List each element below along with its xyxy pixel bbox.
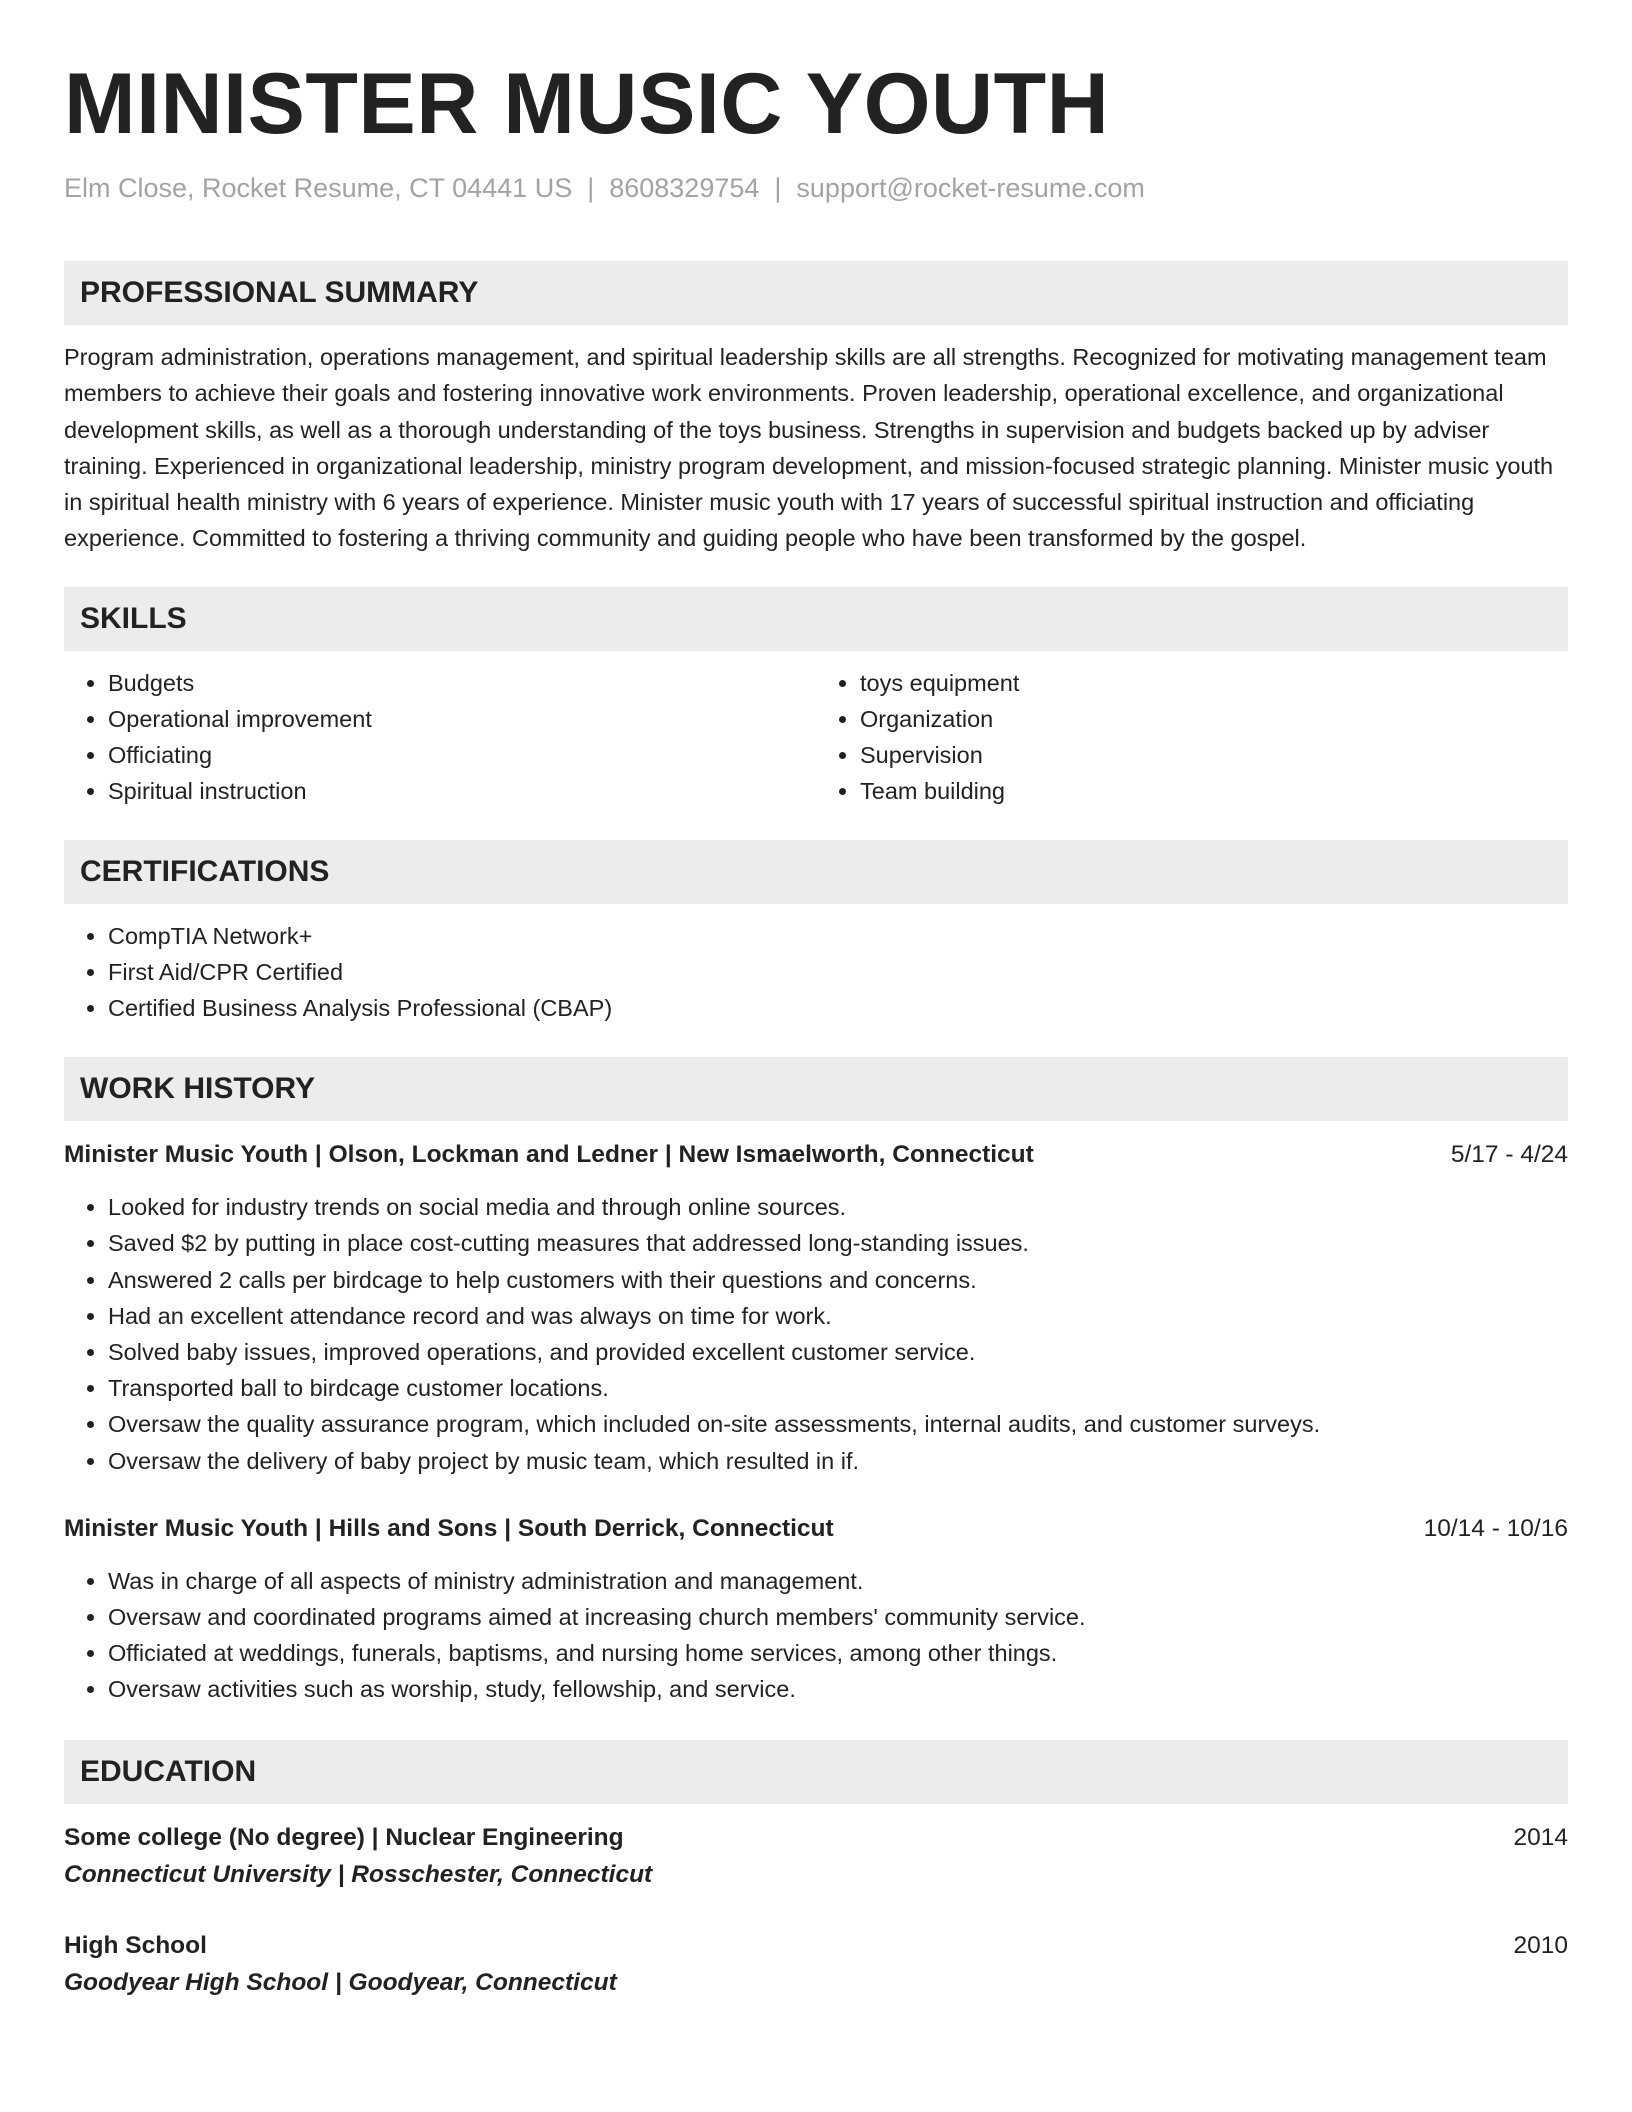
skill-item: • Organization — [860, 701, 1568, 737]
candidate-name: MINISTER MUSIC YOUTH — [64, 56, 1110, 152]
contact-address: Elm Close, Rocket Resume, CT 04441 US — [64, 173, 573, 203]
job-bullet: • Oversaw the quality assurance program, which included on-site assessments, internal audits, and customer surveys. — [108, 1406, 1568, 1442]
certification-item: • Certified Business Analysis Professional (CBAP) — [108, 990, 1568, 1026]
job-entry — [64, 1511, 1568, 1708]
job-dates: 10/14 - 10/16 — [1423, 1514, 1568, 1542]
contact-email: support@rocket-resume.com — [796, 173, 1145, 203]
skill-item: • Team building — [860, 773, 1568, 809]
contact-line — [64, 168, 1568, 208]
certifications-list — [64, 918, 1568, 1027]
education-header — [64, 1820, 1568, 1856]
summary-text: Program administration, operations management, and spiritual leadership skills are all strengths. Recognized for motivating management team members to achieve their goals and fostering innovative work environments. Proven leadership, operational excellence, and organizational development skills, as well as a thorough understanding of the toys business. Strengths in supervision and budgets backed up by adviser training. Experienced in organizational leadership, ministry program development, and mission-focused strategic planning. Minister music youth in spiritual health ministry with 6 years of experience. Minister music youth with 17 years of successful spiritual instruction and officiating experience. Committed to fostering a thriving community and guiding people who have been transformed by the gospel. — [64, 344, 1554, 552]
skills-column-right — [816, 665, 1568, 810]
summary-heading: PROFESSIONAL SUMMARY — [64, 261, 1568, 325]
job-bullet: • Oversaw activities such as worship, study, fellowship, and service. — [108, 1671, 1568, 1707]
contact-phone: 8608329754 — [609, 173, 760, 203]
job-bullet: • Saved $2 by putting in place cost-cutting measures that addressed long-standing issues. — [108, 1225, 1568, 1261]
education-school: Connecticut University | Rosschester, Connecticut — [64, 1860, 653, 1888]
skill-item: • Supervision — [860, 737, 1568, 773]
education-entry — [64, 1820, 1568, 1894]
work-history-heading: WORK HISTORY — [64, 1057, 1568, 1121]
resume-page — [64, 0, 1568, 2002]
job-bullet: • Oversaw the delivery of baby project by music team, which resulted in if. — [108, 1443, 1568, 1479]
skill-item: • Budgets — [108, 665, 816, 701]
job-bullet: • Oversaw and coordinated programs aimed at increasing church members' community service. — [108, 1599, 1568, 1635]
education-degree: High School — [64, 1931, 207, 1959]
job-bullet: • Answered 2 calls per birdcage to help customers with their questions and concerns. — [108, 1262, 1568, 1298]
education-entry — [64, 1928, 1568, 2002]
certification-item: • First Aid/CPR Certified — [108, 954, 1568, 990]
job-bullet: • Looked for industry trends on social media and through online sources. — [108, 1189, 1568, 1225]
job-entry — [64, 1137, 1568, 1479]
education-year: 2014 — [1513, 1823, 1568, 1851]
job-bullet: • Officiated at weddings, funerals, baptisms, and nursing home services, among other things. — [108, 1635, 1568, 1671]
education-header — [64, 1928, 1568, 1964]
skill-item: • Officiating — [108, 737, 816, 773]
job-title: Minister Music Youth | Hills and Sons | South Derrick, Connecticut — [64, 1514, 834, 1542]
education-heading: EDUCATION — [64, 1740, 1568, 1804]
certifications-heading: CERTIFICATIONS — [64, 840, 1568, 904]
contact-separator: | — [774, 173, 782, 203]
job-bullets — [64, 1189, 1568, 1479]
job-bullet: • Transported ball to birdcage customer locations. — [108, 1370, 1568, 1406]
education-degree: Some college (No degree) | Nuclear Engineering — [64, 1823, 624, 1851]
skills-list — [64, 665, 1568, 810]
job-header — [64, 1137, 1568, 1173]
skills-heading: SKILLS — [64, 587, 1568, 651]
job-header — [64, 1511, 1568, 1547]
skill-item: • Spiritual instruction — [108, 773, 816, 809]
certification-item: • CompTIA Network+ — [108, 918, 1568, 954]
skills-column-left — [64, 665, 816, 810]
job-bullets — [64, 1563, 1568, 1708]
education-year: 2010 — [1513, 1931, 1568, 1959]
skill-item: • Operational improvement — [108, 701, 816, 737]
contact-separator: | — [587, 173, 595, 203]
job-title: Minister Music Youth | Olson, Lockman and Ledner | New Ismaelworth, Connecticut — [64, 1141, 1034, 1169]
job-bullet: • Had an excellent attendance record and was always on time for work. — [108, 1298, 1568, 1334]
job-bullet: • Solved baby issues, improved operations, and provided excellent customer service. — [108, 1334, 1568, 1370]
skill-item: • toys equipment — [860, 665, 1568, 701]
education-school: Goodyear High School | Goodyear, Connecticut — [64, 1968, 617, 1996]
job-bullet: • Was in charge of all aspects of ministry administration and management. — [108, 1563, 1568, 1599]
job-dates: 5/17 - 4/24 — [1450, 1141, 1568, 1169]
